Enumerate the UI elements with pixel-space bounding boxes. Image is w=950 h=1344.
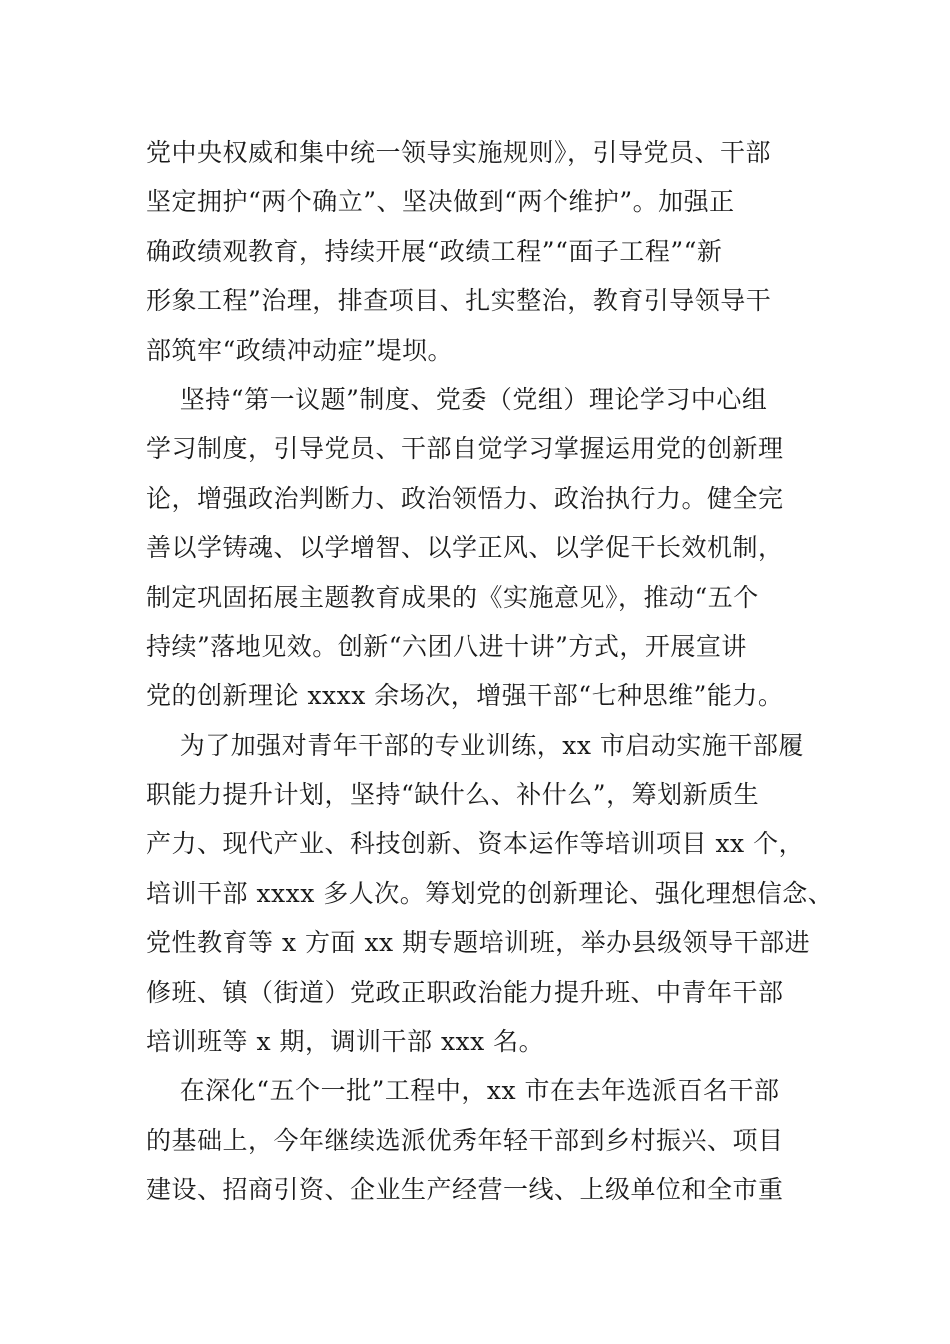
text-line: 党性教育等 x 方面 xx 期专题培训班，举办县级领导干部进 — [146, 928, 811, 958]
text-line: 在深化“五个一批”工程中，xx 市在去年选派百名干部 — [146, 1076, 780, 1106]
text-line: 确政绩观教育，持续开展“政绩工程”“面子工程”“新 — [146, 236, 723, 266]
document-body — [146, 128, 834, 1215]
text-line: 部筑牢“政绩冲动症”堤坝。 — [146, 335, 454, 365]
text-line: 形象工程”治理，排查项目、扎实整治，教育引导领导干 — [146, 286, 772, 316]
text-line: 党的创新理论 xxxx 余场次，增强干部“七种思维”能力。 — [146, 681, 784, 711]
text-line: 建设、招商引资、企业生产经营一线、上级单位和全市重 — [146, 1175, 784, 1205]
text-line: 善以学铸魂、以学增智、以学正风、以学促干长效机制， — [146, 533, 784, 563]
text-line: 学习制度，引导党员、干部自觉学习掌握运用党的创新理 — [146, 434, 784, 464]
text-line: 坚持“第一议题”制度、党委（党组）理论学习中心组 — [146, 384, 768, 414]
text-line: 培训干部 xxxx 多人次。筹划党的创新理论、强化理想信念、 — [146, 878, 834, 908]
text-line: 的基础上，今年继续选派优秀年轻干部到乡村振兴、项目 — [146, 1125, 784, 1155]
text-line: 论，增强政治判断力、政治领悟力、政治执行力。健全完 — [146, 483, 784, 513]
text-line: 修班、镇（街道）党政正职政治能力提升班、中青年干部 — [146, 977, 784, 1007]
text-line: 产力、现代产业、科技创新、资本运作等培训项目 xx 个， — [146, 829, 805, 859]
text-line: 培训班等 x 期，调训干部 xxx 名。 — [146, 1027, 545, 1057]
text-line: 坚定拥护“两个确立”、坚决做到“两个维护”。加强正 — [146, 187, 735, 217]
text-line: 党中央权威和集中统一领导实施规则》，引导党员、干部 — [146, 138, 772, 167]
text-line: 制定巩固拓展主题教育成果的《实施意见》，推动“五个 — [146, 582, 759, 612]
text-line: 为了加强对青年干部的专业训练，xx 市启动实施干部履 — [146, 730, 804, 760]
text-line: 持续”落地见效。创新“六团八进十讲”方式，开展宣讲 — [146, 631, 747, 661]
text-line: 职能力提升计划，坚持“缺什么、补什么”，筹划新质生 — [146, 780, 760, 810]
